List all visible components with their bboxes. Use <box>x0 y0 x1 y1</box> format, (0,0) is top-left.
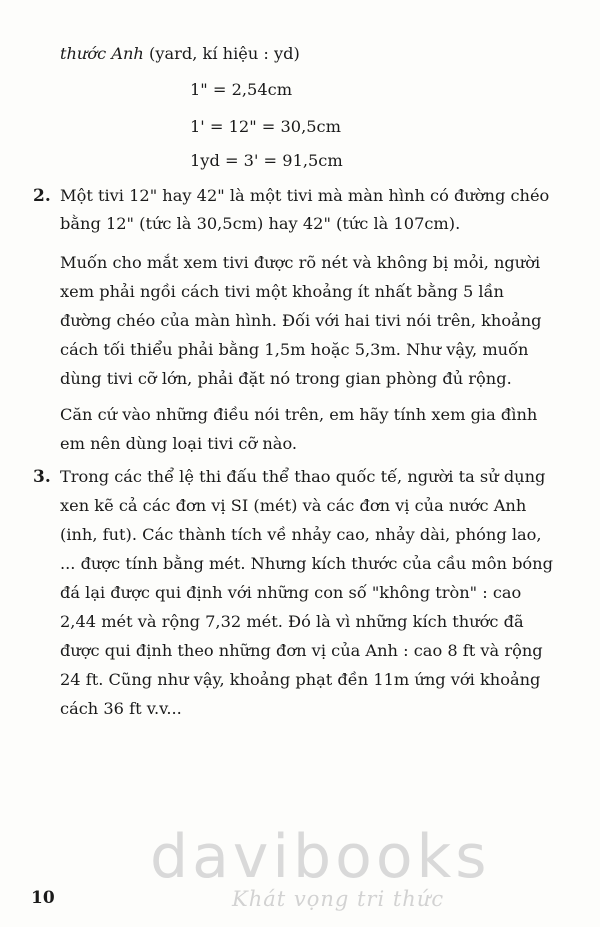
page-number: 10 <box>31 888 55 908</box>
item-3-line: được qui định theo những đơn vị của Anh : cao 8 ft và rộng <box>60 641 543 660</box>
conversion-foot: 1' = 12" = 30,5cm <box>190 117 341 136</box>
conversion-inch: 1" = 2,54cm <box>190 80 293 99</box>
item-3-line: 2,44 mét và rộng 7,32 mét. Đó là vì những kích thước đã <box>60 612 524 631</box>
item-3-line: Trong các thể lệ thi đấu thể thao quốc tế, người ta sử dụng <box>60 467 546 486</box>
item-2-para2-line: cách tối thiểu phải bằng 1,5m hoặc 5,3m. Như vậy, muốn <box>60 340 529 359</box>
item-2-para3-line: Căn cứ vào những điều nói trên, em hãy tính xem gia đình <box>60 405 538 424</box>
intro-line <box>60 44 300 64</box>
item-3-line: xen kẽ cả các đơn vị SI (mét) và các đơn vị của nước Anh <box>60 496 527 515</box>
item-3-line: ... được tính bằng mét. Nhưng kích thước của cầu môn bóng <box>60 554 553 573</box>
item-3-line: 24 ft. Cũng như vậy, khoảng phạt đền 11m ứng với khoảng <box>60 670 541 689</box>
item-3-line: cách 36 ft v.v... <box>60 699 182 718</box>
watermark-tagline: Khát vọng tri thức <box>232 887 445 911</box>
item-2-line: bằng 12" (tức là 30,5cm) hay 42" (tức là 107cm). <box>60 214 461 233</box>
item-2-para2-line: Muốn cho mắt xem tivi được rõ nét và không bị mỏi, người <box>60 253 541 272</box>
item-2-number: 2. <box>33 186 51 206</box>
intro-rest: (yard, kí hiệu : yd) <box>143 44 300 63</box>
item-3-line: (inh, fut). Các thành tích về nhảy cao, nhảy dài, phóng lao, <box>60 525 542 544</box>
item-3-line: đá lại được qui định với những con số "không tròn" : cao <box>60 583 522 602</box>
item-2-para3-line: em nên dùng loại tivi cỡ nào. <box>60 434 298 453</box>
item-3-number: 3. <box>33 467 51 487</box>
watermark-logo: davibooks <box>150 822 491 892</box>
item-2-line: Một tivi 12" hay 42" là một tivi mà màn hình có đường chéo <box>60 186 550 205</box>
conversion-yard: 1yd = 3' = 91,5cm <box>190 151 343 170</box>
item-2-para2-line: xem phải ngồi cách tivi một khoảng ít nhất bằng 5 lần <box>60 282 504 301</box>
intro-italic: thước Anh <box>60 44 144 63</box>
item-2-para2-line: đường chéo của màn hình. Đối với hai tivi nói trên, khoảng <box>60 311 542 330</box>
item-2-para2-line: dùng tivi cỡ lớn, phải đặt nó trong gian phòng đủ rộng. <box>60 369 512 388</box>
